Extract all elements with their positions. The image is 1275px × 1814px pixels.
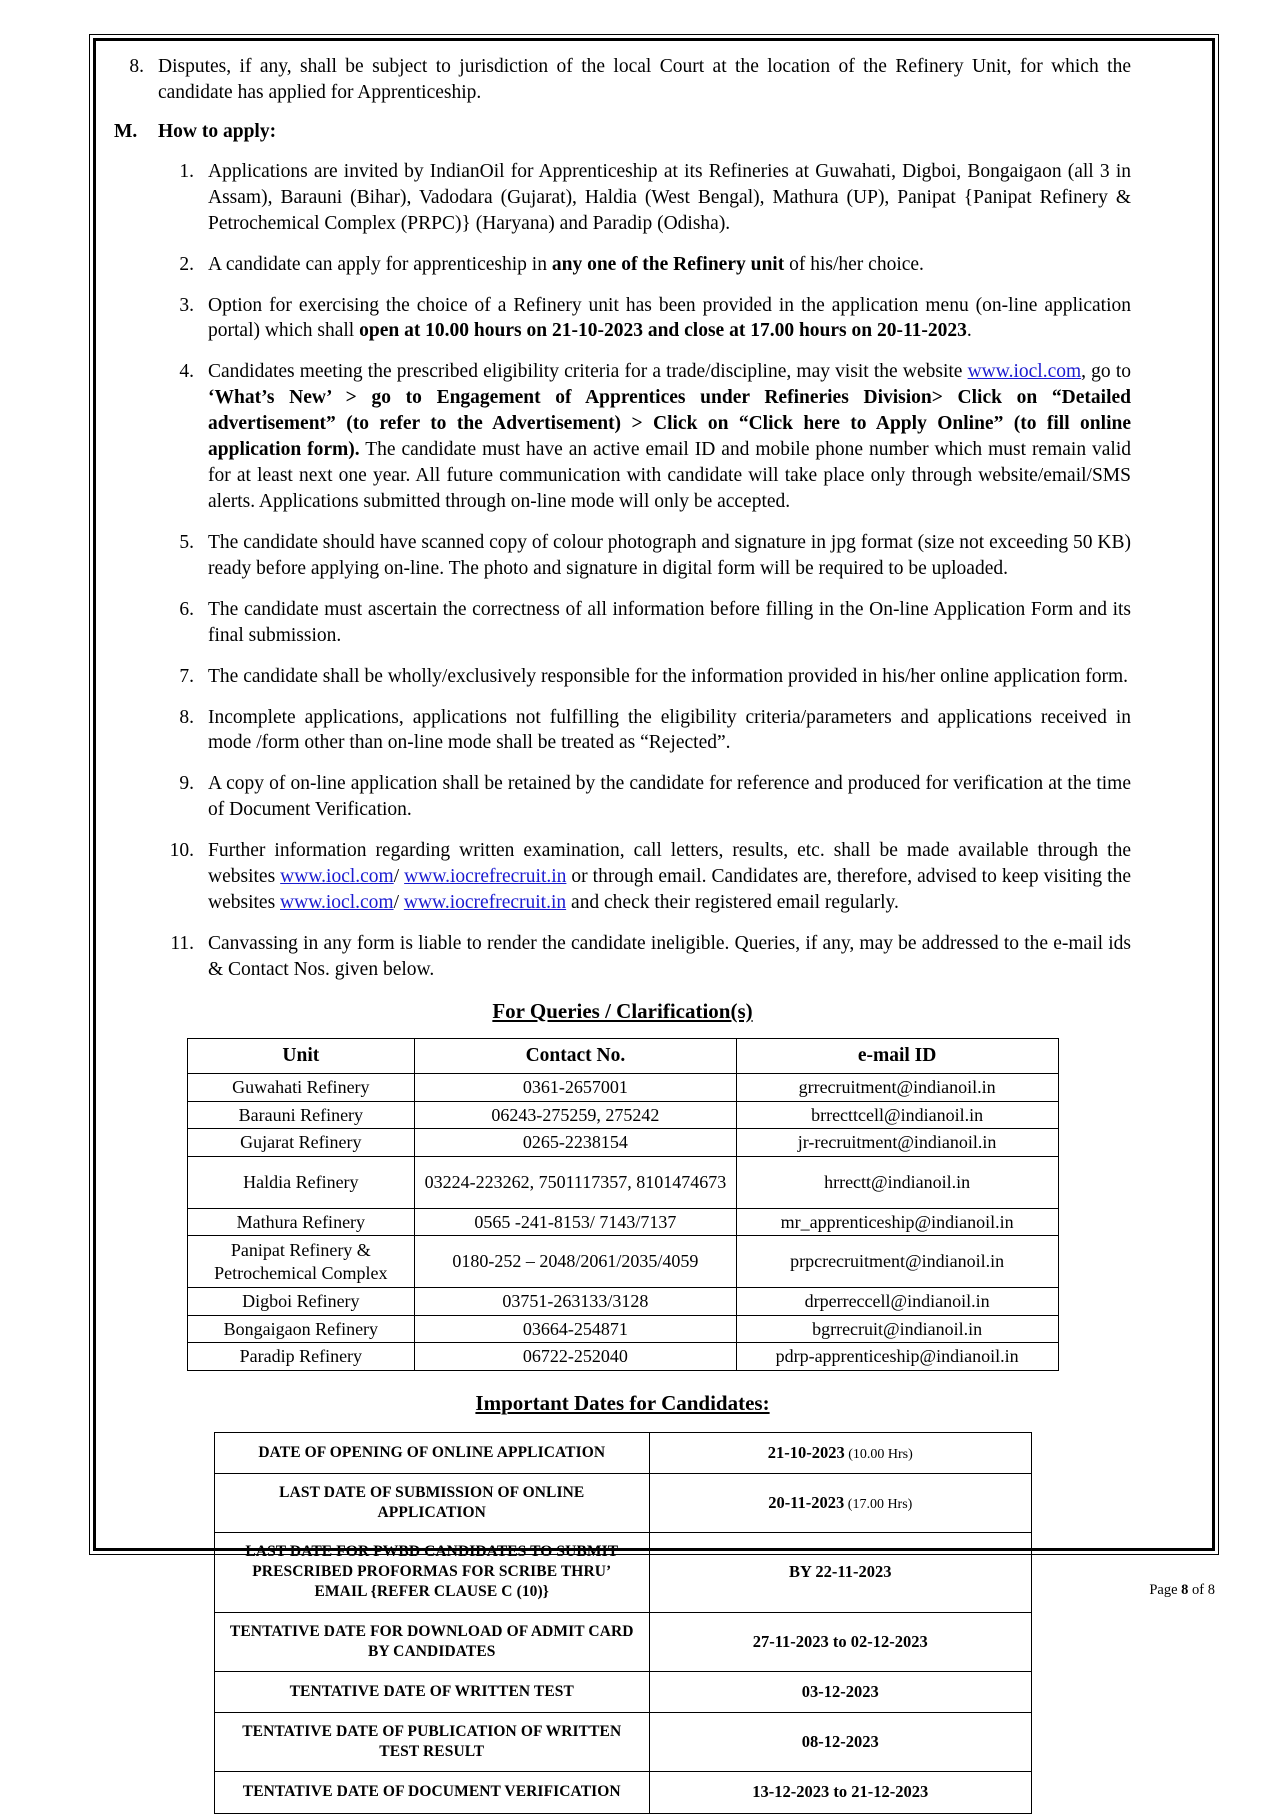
- list-item-text: Disputes, if any, shall be subject to jurisdiction of the local Court at the location of the Refinery Unit, for which the candidate has applied for Apprenticeship.: [158, 56, 1131, 103]
- text-run: or through email. Candidates are, therefore, advised to keep visiting the websites: [208, 866, 1132, 914]
- iocrefrecruit-website-link[interactable]: www.iocrefrecruit.in: [403, 892, 567, 914]
- cell-date-label: TENTATIVE DATE OF PUBLICATION OF WRITTEN TEST RESULT: [214, 1713, 650, 1772]
- cell-contact: 0361-2657001: [415, 1074, 737, 1102]
- iocl-website-link[interactable]: www.iocl.com: [280, 892, 394, 914]
- text-run-bold: ‘What’s New’ > go to Engagement of Apprentices under Refineries Division> Click on “Detailed advertisement” (to refer to the Advertisement) > Click on “Click here to Apply Online” (to fill online application form).: [208, 387, 1131, 461]
- text-run: of his/her choice.: [784, 253, 924, 275]
- table-row: [187, 1129, 1058, 1157]
- cell-contact: 0180-252 – 2048/2061/2035/4059: [415, 1236, 737, 1288]
- cell-date-label: LAST DATE OF SUBMISSION OF ONLINE APPLICATION: [214, 1473, 650, 1532]
- cell-date-label: TENTATIVE DATE FOR DOWNLOAD OF ADMIT CARD BY CANDIDATES: [214, 1612, 650, 1671]
- text-run: .: [966, 320, 972, 342]
- cell-email: hrrectt@indianoil.in: [736, 1156, 1058, 1208]
- cell-email: brrecttcell@indianoil.in: [736, 1101, 1058, 1129]
- list-item-number: 2.: [179, 253, 194, 275]
- list-item: [114, 54, 1131, 106]
- cell-contact: 03664-254871: [415, 1315, 737, 1343]
- list-item: [114, 530, 1131, 582]
- cell-unit: Haldia Refinery: [187, 1156, 415, 1208]
- cell-date-value: [650, 1713, 1031, 1772]
- cell-email: jr-recruitment@indianoil.in: [736, 1129, 1058, 1157]
- list-item-text: A copy of on-line application shall be retained by the candidate for reference and produced for verification at the time of Document Verification.: [208, 773, 1131, 821]
- table-row: [214, 1473, 1031, 1532]
- list-item-text: The candidate must ascertain the correctness of all information before filling in the On-line Application Form and its final submission.: [208, 598, 1131, 646]
- cell-date-value: [650, 1772, 1031, 1813]
- list-item-number: 5.: [179, 531, 194, 553]
- column-header-email: e-mail ID: [736, 1038, 1058, 1073]
- section-heading: [114, 121, 1131, 143]
- list-item: [114, 159, 1131, 237]
- list-item-number: 8.: [179, 706, 194, 728]
- date-value: 08-12-2023: [801, 1732, 879, 1752]
- table-row: [214, 1432, 1031, 1473]
- table-row: [187, 1208, 1058, 1236]
- date-value: 13-12-2023 to 21-12-2023: [752, 1782, 929, 1802]
- list-item: [114, 293, 1131, 345]
- text-run: /: [393, 892, 404, 914]
- list-item: [114, 359, 1131, 515]
- cell-email: prpcrecruitment@indianoil.in: [736, 1236, 1058, 1288]
- list-item: [114, 931, 1131, 983]
- cell-date-value: [650, 1612, 1031, 1671]
- cell-unit: Mathura Refinery: [187, 1208, 415, 1236]
- footer-suffix: of 8: [1188, 1582, 1215, 1598]
- text-run: /: [393, 866, 405, 888]
- page-content: [88, 32, 1153, 1814]
- table-row: [214, 1671, 1031, 1712]
- list-item-text: [208, 838, 1131, 916]
- table-row: [187, 1156, 1058, 1208]
- contact-table: [187, 1038, 1059, 1371]
- important-dates-table: [214, 1432, 1032, 1814]
- table-row: [187, 1315, 1058, 1343]
- column-header-contact: Contact No.: [415, 1038, 737, 1073]
- footer-page-number: 8: [1181, 1582, 1189, 1598]
- cell-unit: Guwahati Refinery: [187, 1074, 415, 1102]
- cell-unit: Panipat Refinery & Petrochemical Complex: [187, 1236, 415, 1288]
- table-header-row: [187, 1038, 1058, 1073]
- text-run: and check their registered email regularly.: [566, 892, 899, 914]
- text-run: Candidates meeting the prescribed eligibility criteria for a trade/discipline, may visit the website: [208, 361, 968, 383]
- text-run: Option for exercising the choice of a Refinery unit has been provided in the application menu (on-line application portal) which shall: [208, 294, 1131, 342]
- list-item: [114, 664, 1131, 690]
- list-item-number: 4.: [179, 361, 194, 383]
- section-letter: M.: [114, 120, 138, 142]
- list-item-text: [208, 293, 1131, 345]
- iocl-website-link[interactable]: www.iocl.com: [967, 361, 1082, 383]
- iocl-website-link[interactable]: www.iocl.com: [280, 866, 394, 888]
- cell-unit: Bongaigaon Refinery: [187, 1315, 415, 1343]
- list-item-number: 1.: [179, 160, 194, 182]
- queries-heading: For Queries / Clarification(s): [492, 998, 753, 1023]
- list-item: [114, 597, 1131, 649]
- cell-date-label: TENTATIVE DATE OF WRITTEN TEST: [214, 1671, 650, 1712]
- cell-date-label: LAST DATE FOR PWBD CANDIDATES TO SUBMIT PRESCRIBED PROFORMAS FOR SCRIBE THRU’ EMAIL {REFER CLAUSE C (10)}: [214, 1533, 650, 1612]
- table-row: [214, 1713, 1031, 1772]
- table-row: [214, 1533, 1031, 1612]
- cell-unit: Paradip Refinery: [187, 1343, 415, 1371]
- page-footer: [88, 1582, 1215, 1599]
- date-value: 27-11-2023 to 02-12-2023: [752, 1631, 928, 1651]
- cell-email: grrecruitment@indianoil.in: [736, 1074, 1058, 1102]
- text-run-bold: open at 10.00 hours on 21-10-2023 and close at 17.00 hours on 20-11-2023: [359, 320, 967, 342]
- table-row: [187, 1074, 1058, 1102]
- text-run: A candidate can apply for apprenticeship in: [208, 253, 552, 275]
- date-value: 20-11-2023: [768, 1492, 845, 1512]
- footer-prefix: Page: [1149, 1582, 1182, 1598]
- list-item-number: 6.: [179, 598, 194, 620]
- table-row: [187, 1288, 1058, 1316]
- cell-contact: 06722-252040: [415, 1343, 737, 1371]
- text-run: The candidate must have an active email ID and mobile phone number which must remain valid for at least next one year. All future communication with candidate will take place only through website/email/SMS alerts. Applications submitted through on-line mode will only be accepted.: [208, 439, 1132, 512]
- cell-unit: Gujarat Refinery: [187, 1129, 415, 1157]
- cell-contact: 06243-275259, 275242: [415, 1101, 737, 1129]
- cell-date-label: DATE OF OPENING OF ONLINE APPLICATION: [214, 1432, 650, 1473]
- cell-email: mr_apprenticeship@indianoil.in: [736, 1208, 1058, 1236]
- cell-contact: 0265-2238154: [415, 1129, 737, 1157]
- cell-contact: 0565 -241-8153/ 7143/7137: [415, 1208, 737, 1236]
- date-value: 21-10-2023: [767, 1442, 845, 1462]
- important-dates-heading: Important Dates for Candidates:: [475, 1390, 770, 1415]
- list-item-number: 8.: [129, 56, 144, 77]
- cell-email: pdrp-apprenticeship@indianoil.in: [736, 1343, 1058, 1371]
- list-item-text: Incomplete applications, applications not fulfilling the eligibility criteria/parameters and applications received in mode /form other than on-line mode shall be treated as “Rejected”.: [208, 706, 1131, 754]
- list-item-number: 7.: [179, 665, 194, 687]
- list-item-text: The candidate should have scanned copy of colour photograph and signature in jpg format (size not exceeding 50 KB) ready before applying on-line. The photo and signature in digital form will be required to be uploaded.: [208, 531, 1131, 579]
- cell-contact: 03224-223262, 7501117357, 8101474673: [415, 1156, 737, 1208]
- column-header-unit: Unit: [187, 1038, 415, 1073]
- cell-date-value: [650, 1671, 1031, 1712]
- list-item: [114, 705, 1131, 757]
- list-item-text: Canvassing in any form is liable to render the candidate ineligible. Queries, if any, may be addressed to the e-mail ids & Contact Nos. given below.: [208, 932, 1131, 980]
- list-item-number: 9.: [179, 773, 194, 795]
- list-item-text: [208, 252, 1131, 278]
- list-item-text: [208, 359, 1131, 515]
- text-run: Further information regarding written examination, call letters, results, etc. shall be made available through the websites: [208, 840, 1131, 888]
- date-hours: (10.00 Hrs): [844, 1446, 913, 1462]
- cell-date-value: [650, 1473, 1031, 1532]
- date-value: 03-12-2023: [801, 1681, 879, 1701]
- list-item-text: The candidate shall be wholly/exclusively responsible for the information provided in his/her online application form.: [208, 665, 1129, 687]
- date-value: BY 22-11-2023: [789, 1562, 892, 1582]
- table-row: [187, 1343, 1058, 1371]
- table-row: [214, 1612, 1031, 1671]
- cell-email: bgrrecruit@indianoil.in: [736, 1315, 1058, 1343]
- cell-date-value: [650, 1432, 1031, 1473]
- table-row: [187, 1236, 1058, 1288]
- cell-unit: Barauni Refinery: [187, 1101, 415, 1129]
- cell-email: drperreccell@indianoil.in: [736, 1288, 1058, 1316]
- table-row: [187, 1101, 1058, 1129]
- list-item-number: 3.: [179, 294, 194, 316]
- cell-contact: 03751-263133/3128: [415, 1288, 737, 1316]
- cell-date-label: TENTATIVE DATE OF DOCUMENT VERIFICATION: [214, 1772, 650, 1813]
- cell-unit: Digboi Refinery: [187, 1288, 415, 1316]
- table-row: [214, 1772, 1031, 1813]
- iocrefrecruit-website-link[interactable]: www.iocrefrecruit.in: [404, 866, 567, 888]
- list-item: [114, 838, 1131, 916]
- list-item-number: 10.: [169, 840, 194, 862]
- list-item: [114, 771, 1131, 823]
- cell-date-value: [650, 1533, 1031, 1612]
- list-item: [114, 252, 1131, 278]
- section-title: How to apply:: [158, 120, 277, 142]
- list-item-text: Applications are invited by IndianOil for Apprenticeship at its Refineries at Guwahati, Digboi, Bongaigaon (all 3 in Assam), Barauni (Bihar), Vadodara (Gujarat), Haldia (West Bengal), Mathura (UP), Panipat {Panipat Refinery & Petrochemical Complex (PRPC)} (Haryana) and Paradip (Odisha).: [208, 160, 1131, 234]
- date-hours: (17.00 Hrs): [844, 1496, 913, 1512]
- text-run: , go to: [1081, 361, 1131, 383]
- text-run-bold: any one of the Refinery unit: [551, 253, 785, 275]
- list-item-number: 11.: [170, 932, 194, 954]
